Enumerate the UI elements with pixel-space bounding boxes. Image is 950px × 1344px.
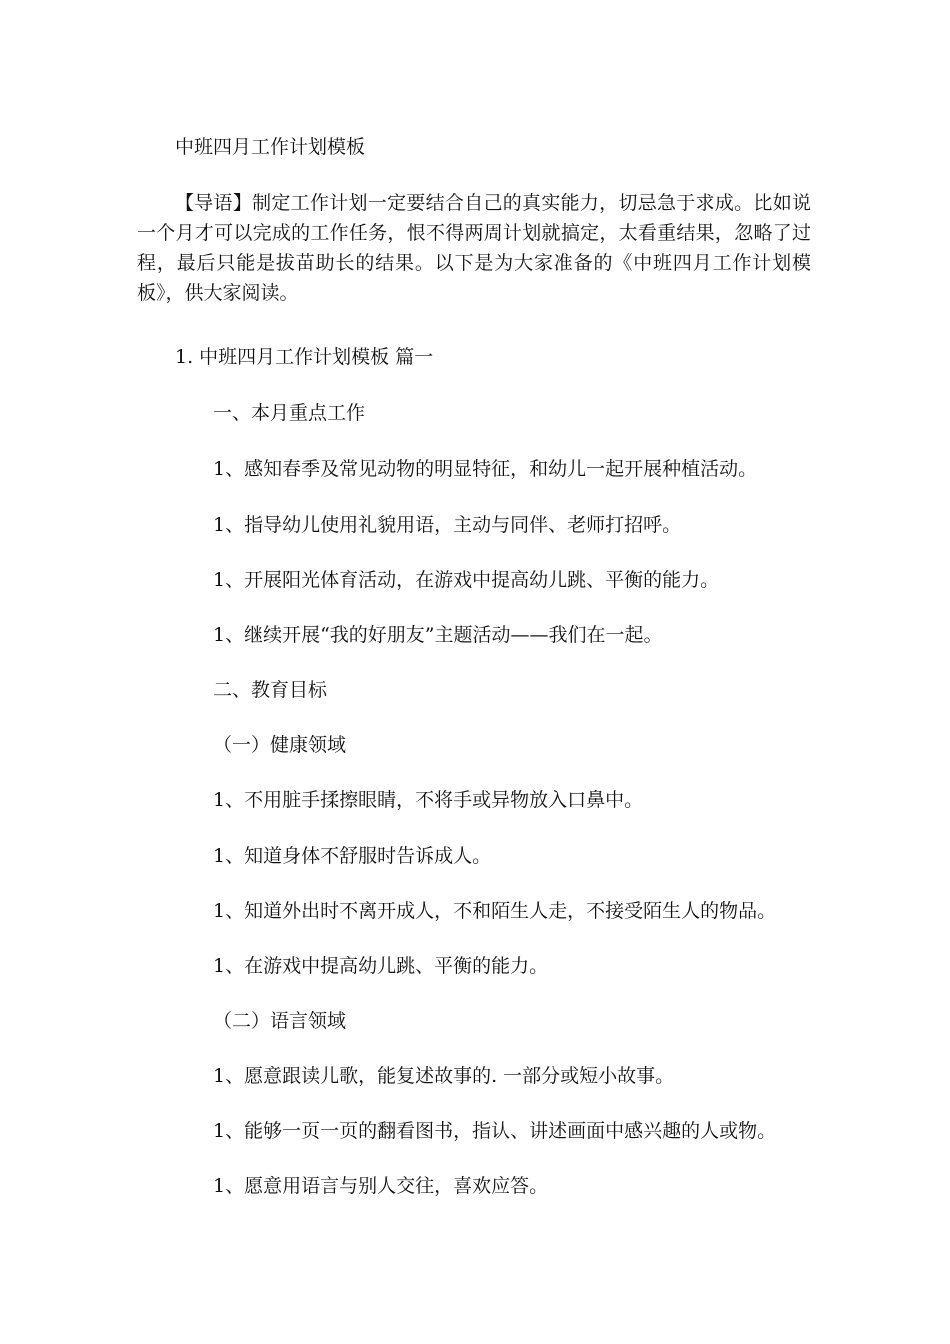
part1-item: 1、开展阳光体育活动，在游戏中提高幼儿跳、平衡的能力。: [213, 569, 720, 591]
section-heading: 1. 中班四月工作计划模板 篇一: [175, 346, 434, 368]
health-item: 1、在游戏中提高幼儿跳、平衡的能力。: [213, 955, 549, 977]
language-item: 1、能够一页一页的翻看图书，指认、讲述画面中感兴趣的人或物。: [213, 1120, 777, 1142]
health-item: 1、知道身体不舒服时告诉成人。: [213, 845, 492, 867]
part1-item: 1、继续开展“我的好朋友”主题活动——我们在一起。: [213, 624, 663, 646]
language-item: 1、愿意跟读儿歌，能复述故事的. 一部分或短小故事。: [213, 1065, 675, 1087]
language-heading: （二）语言领域: [213, 1010, 347, 1032]
language-item: 1、愿意用语言与别人交往，喜欢应答。: [213, 1175, 549, 1197]
health-heading: （一）健康领域: [213, 734, 347, 756]
intro-paragraph: 【导语】制定工作计划一定要结合自己的真实能力，切忌急于求成。比如说一个月才可以完成的工作任务，恨不得两周计划就搞定，太看重结果，忽略了过程，最后只能是拔苗助长的结果。以下是为大家准备的《中班四月工作计划模板》，供大家阅读。: [137, 192, 811, 304]
part1-item: 1、指导幼儿使用礼貌用语，主动与同伴、老师打招呼。: [213, 514, 682, 536]
health-item: 1、不用脏手揉擦眼睛，不将手或异物放入口鼻中。: [213, 789, 644, 811]
health-item: 1、知道外出时不离开成人，不和陌生人走，不接受陌生人的物品。: [213, 900, 777, 922]
part1-heading: 一、本月重点工作: [213, 402, 366, 424]
part1-item: 1、感知春季及常见动物的明显特征，和幼儿一起开展种植活动。: [213, 458, 758, 480]
document-title: 中班四月工作计划模板: [175, 136, 366, 158]
part2-heading: 二、教育目标: [213, 679, 328, 701]
